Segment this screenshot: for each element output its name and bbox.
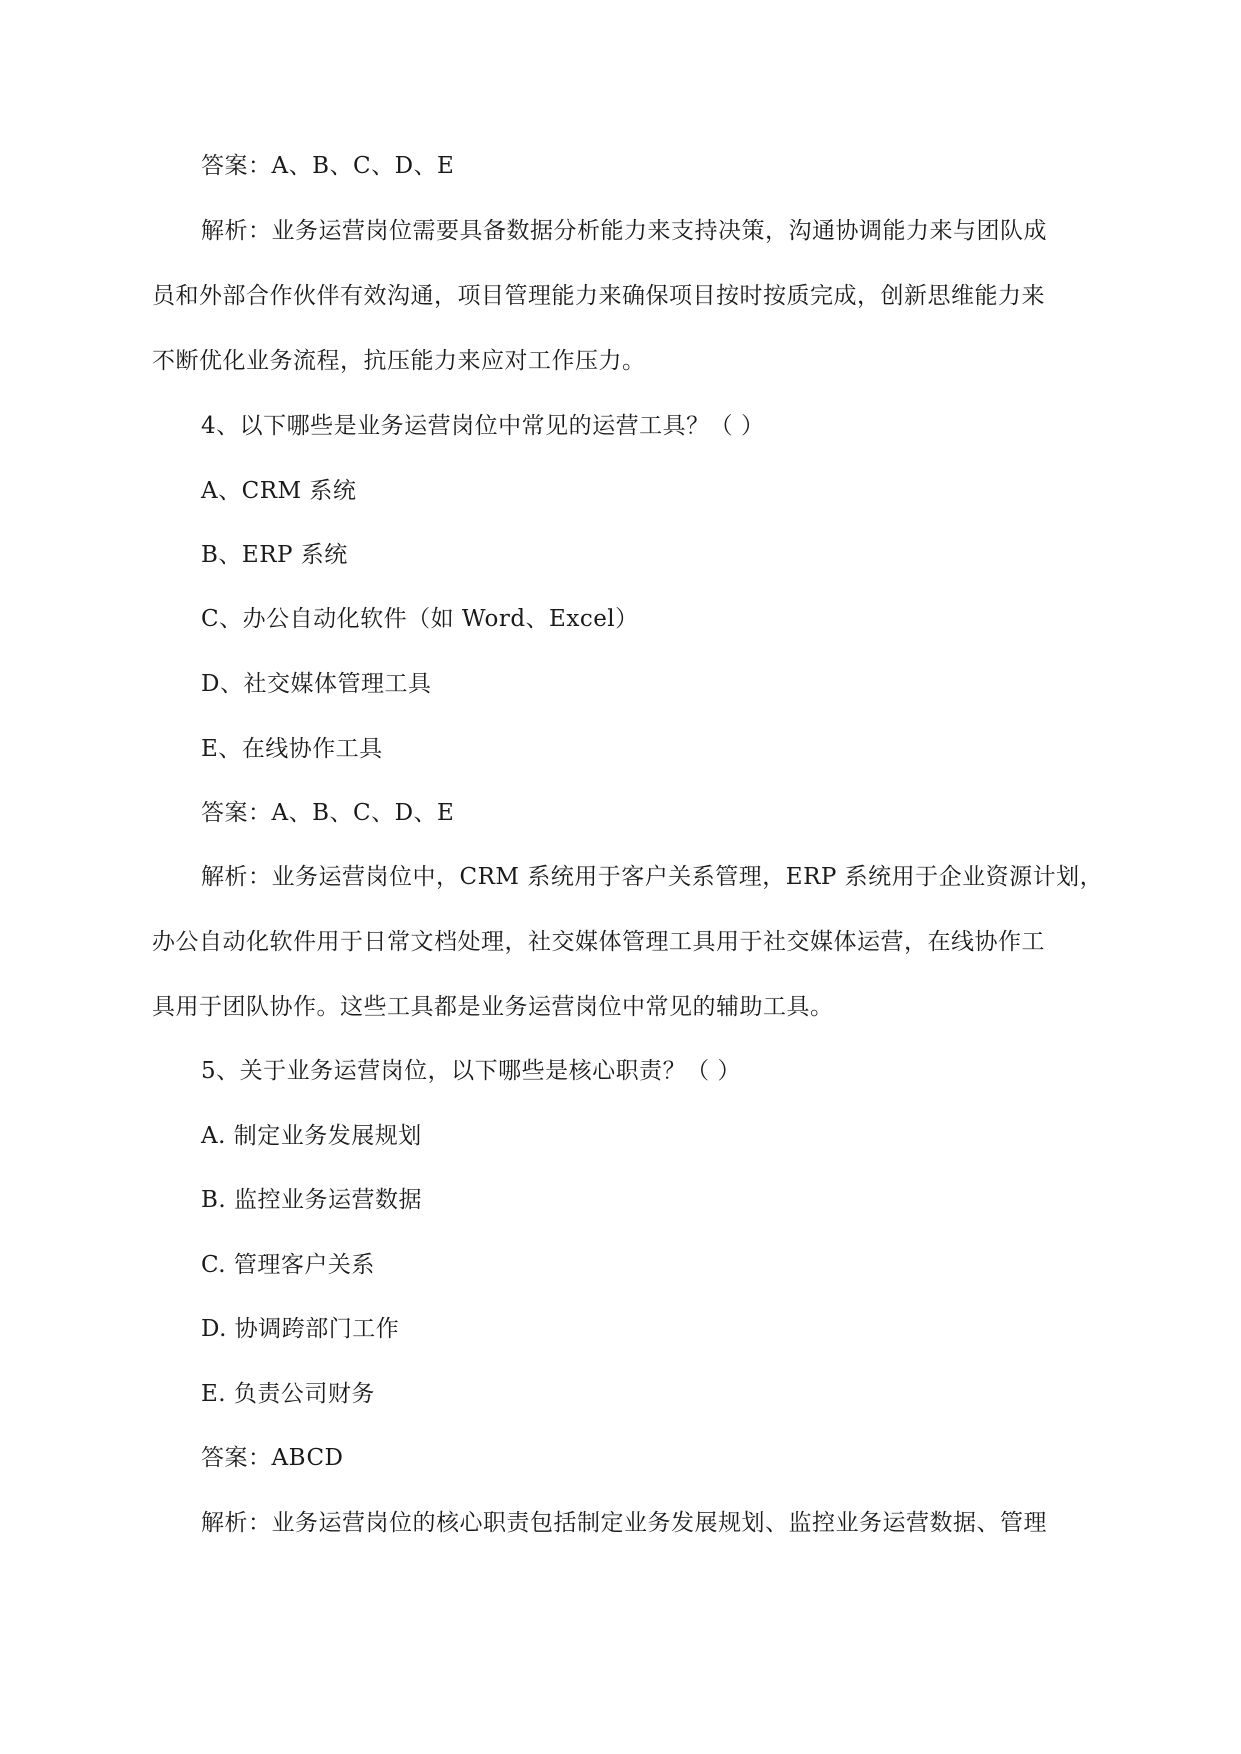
q4-option-a: A、CRM 系统 bbox=[201, 478, 357, 504]
q5-answer: 答案：ABCD bbox=[201, 1445, 344, 1471]
q4-answer: 答案：A、B、C、D、E bbox=[201, 800, 455, 826]
q3-answer: 答案：A、B、C、D、E bbox=[201, 153, 455, 179]
q5-question: 5、关于业务运营岗位，以下哪些是核心职责？（ ） bbox=[201, 1058, 741, 1084]
q5-option-b: B. 监控业务运营数据 bbox=[201, 1187, 423, 1213]
q4-option-e: E、在线协作工具 bbox=[201, 736, 383, 762]
q4-option-c: C、办公自动化软件（如 Word、Excel） bbox=[201, 606, 639, 632]
q4-analysis-line-3: 具用于团队协作。这些工具都是业务运营岗位中常见的辅助工具。 bbox=[152, 994, 834, 1020]
q3-analysis-line-2: 员和外部合作伙伴有效沟通，项目管理能力来确保项目按时按质完成，创新思维能力来 bbox=[152, 283, 1045, 309]
q4-option-d: D、社交媒体管理工具 bbox=[201, 671, 432, 697]
q4-question: 4、以下哪些是业务运营岗位中常见的运营工具？（ ） bbox=[201, 413, 765, 439]
q5-option-e: E. 负责公司财务 bbox=[201, 1381, 375, 1407]
q4-option-b: B、ERP 系统 bbox=[201, 542, 348, 568]
q4-analysis-line-1: 解析：业务运营岗位中，CRM 系统用于客户关系管理，ERP 系统用于企业资源计划， bbox=[201, 864, 1104, 890]
q5-option-a: A. 制定业务发展规划 bbox=[201, 1123, 422, 1149]
q5-option-d: D. 协调跨部门工作 bbox=[201, 1316, 400, 1342]
q5-analysis-line-1: 解析：业务运营岗位的核心职责包括制定业务发展规划、监控业务运营数据、管理 bbox=[201, 1510, 1047, 1536]
q5-option-c: C. 管理客户关系 bbox=[201, 1252, 375, 1278]
q3-analysis-line-3: 不断优化业务流程，抗压能力来应对工作压力。 bbox=[152, 348, 646, 374]
q3-analysis-line-1: 解析：业务运营岗位需要具备数据分析能力来支持决策，沟通协调能力来与团队成 bbox=[201, 218, 1047, 244]
q4-analysis-line-2: 办公自动化软件用于日常文档处理，社交媒体管理工具用于社交媒体运营，在线协作工 bbox=[152, 929, 1045, 955]
